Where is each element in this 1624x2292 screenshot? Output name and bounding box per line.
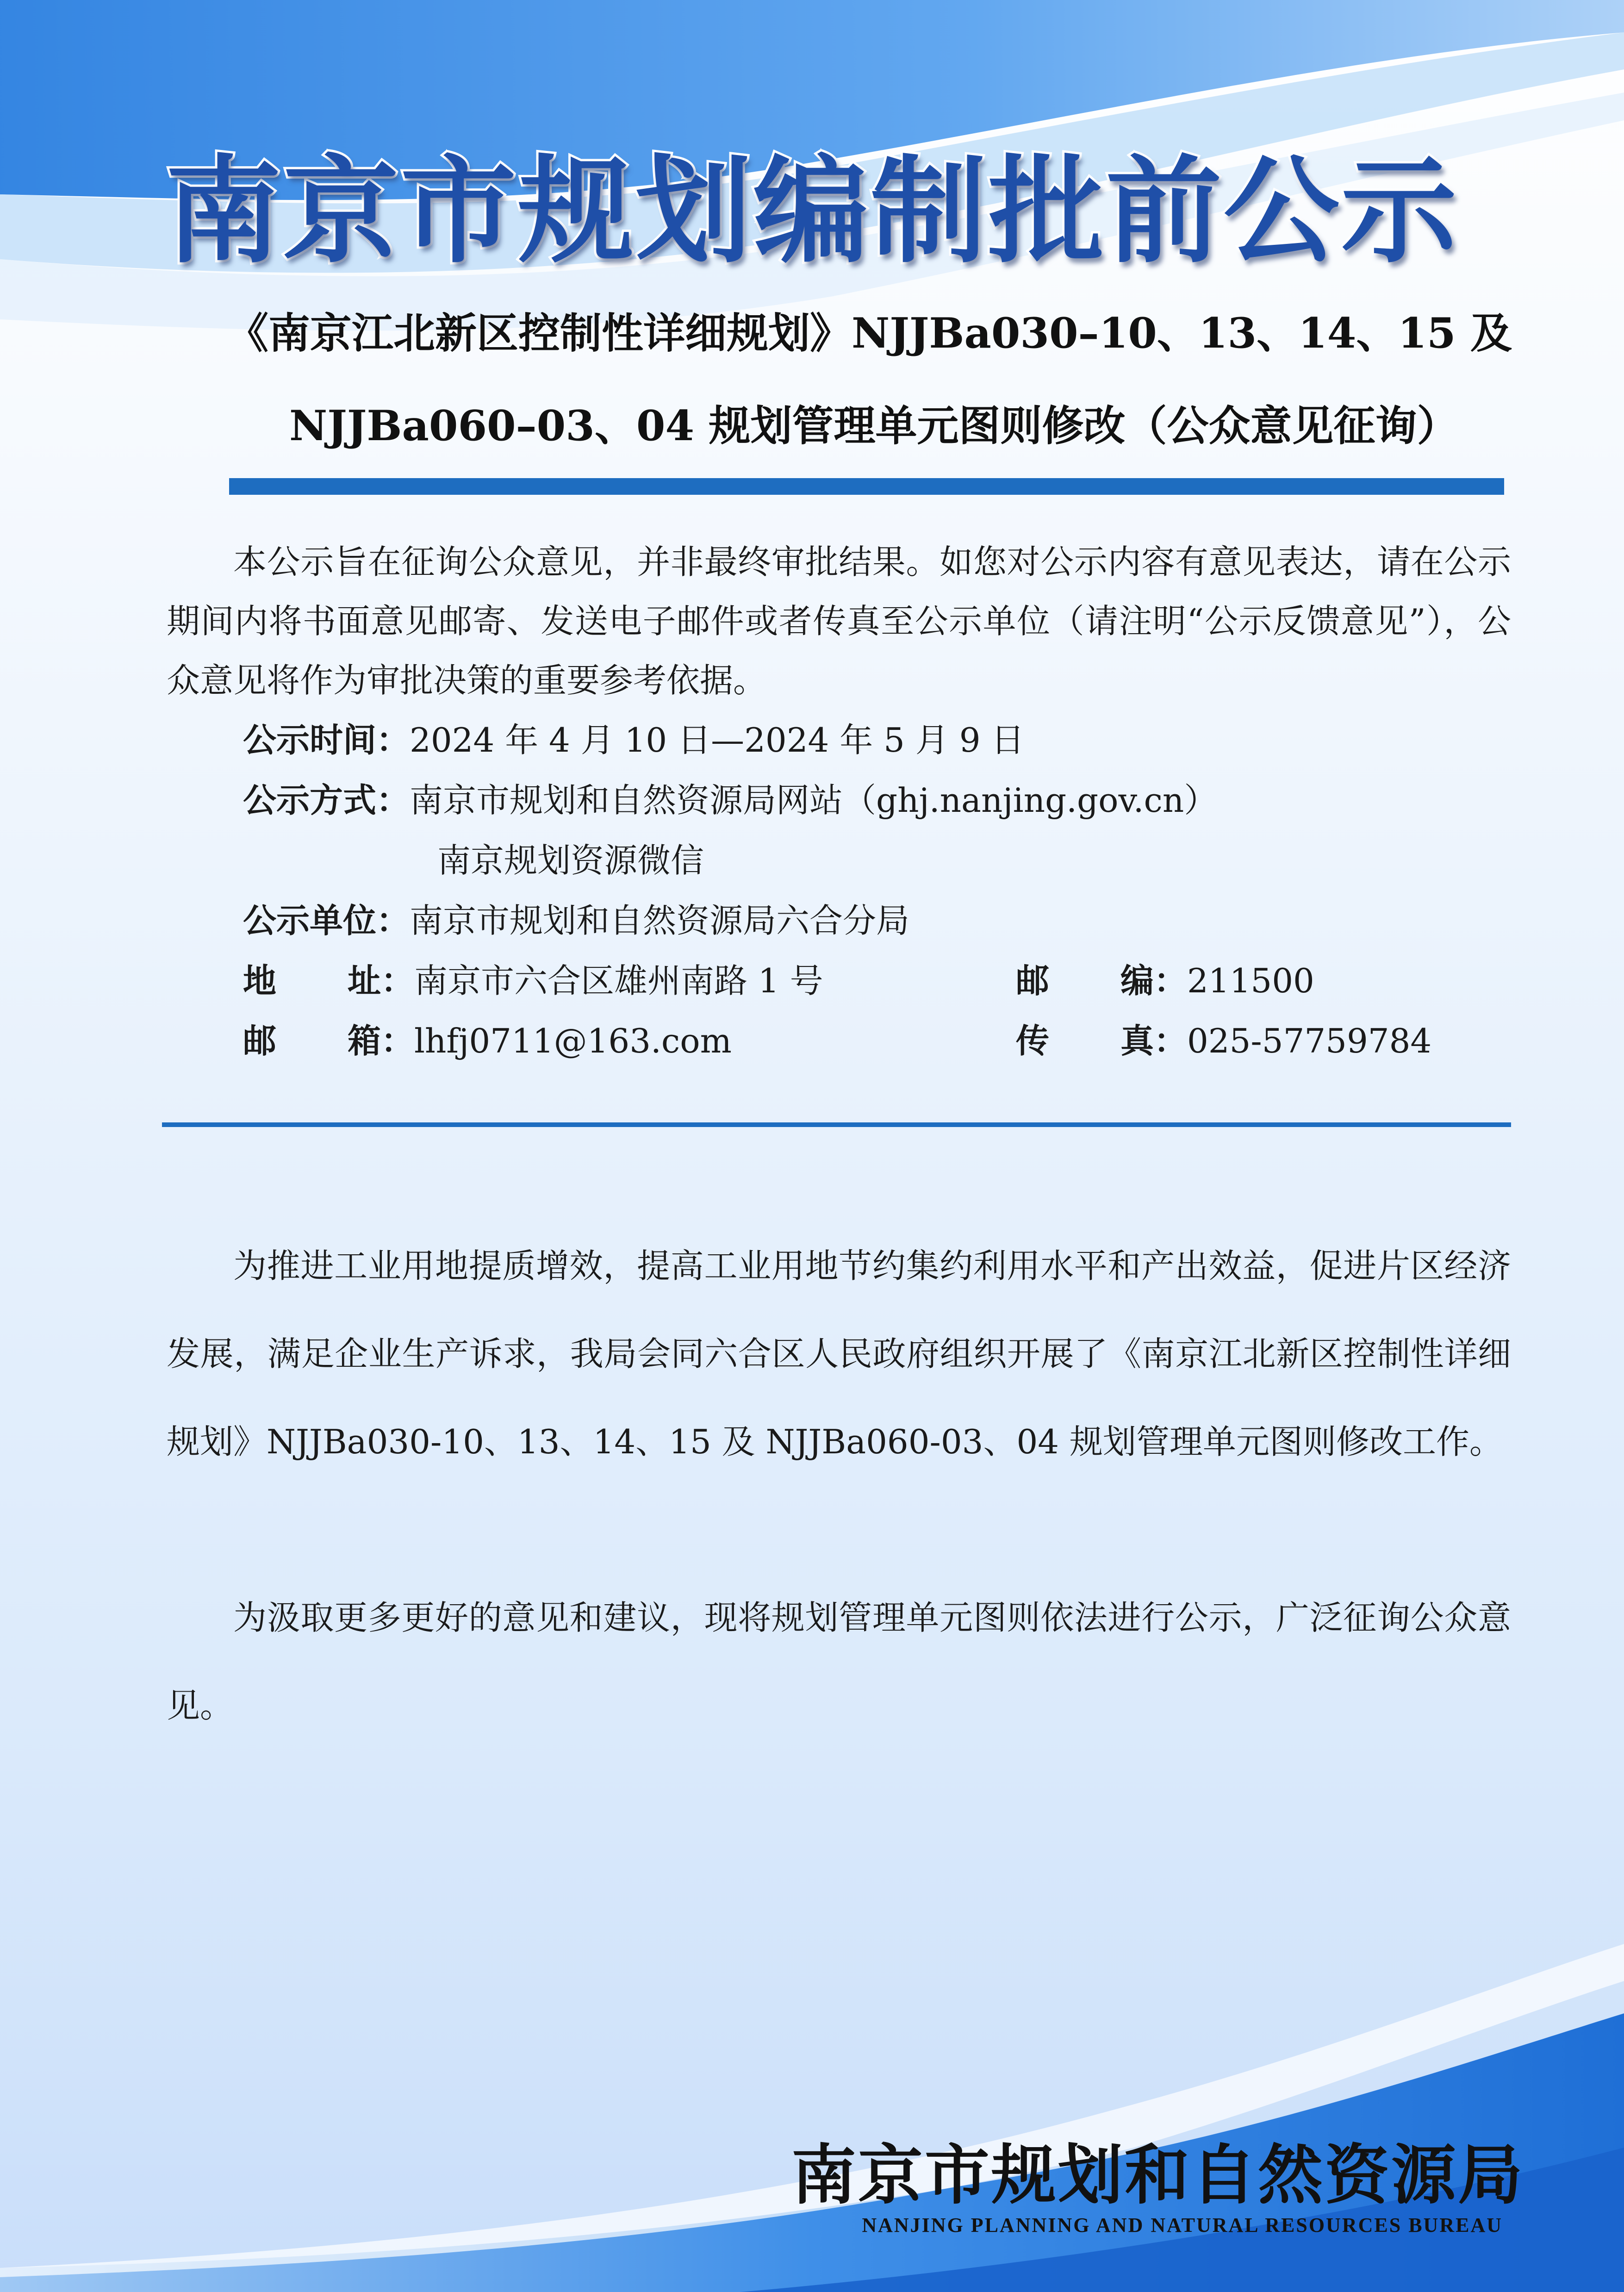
divider-top: [229, 478, 1504, 495]
footer-org-name-english: NANJING PLANNING AND NATURAL RESOURCES BUREAU: [862, 2214, 1503, 2236]
info-address-label: 地 址：: [243, 961, 414, 1000]
info-time-value: 2024 年 4 月 10 日—2024 年 5 月 9 日: [410, 721, 1025, 760]
intro-paragraph: 本公示旨在征询公众意见，并非最终审批结果。如您对公示内容有意见表达，请在公示期间内将书面意见邮寄、发送电子邮件或者传真至公示单位（请注明“公示反馈意见”），公众意见将作为审批决策的重要参考依据。: [167, 542, 1511, 700]
info-time-label: 公示时间：: [243, 720, 410, 760]
info-method-value-1: 南京市规划和自然资源局网站（ghj.nanjing.gov.cn）: [410, 781, 1218, 820]
page-title: 南京市规划编制批前公示: [165, 143, 1459, 279]
info-email: [243, 1011, 732, 1071]
info-address-value: 南京市六合区雄州南路 1 号: [414, 961, 823, 1000]
info-unit: [243, 891, 909, 950]
info-fax-label: 传 真：: [1016, 1021, 1187, 1060]
info-fax-value: 025-57759784: [1187, 1021, 1432, 1060]
info-unit-label: 公示单位：: [243, 901, 410, 940]
info-address: [243, 951, 823, 1010]
body-paragraph-2: 为汲取更多更好的意见和建议，现将规划管理单元图则依法进行公示，广泛征询公众意见。: [167, 1598, 1511, 1725]
info-fax: [1016, 1011, 1431, 1071]
info-method: [243, 771, 1217, 830]
info-postcode: [1016, 951, 1314, 1010]
subtitle-line-2: NJJBa060–03、04 规划管理单元图则修改（公众意见征询）: [289, 401, 1459, 450]
info-unit-value: 南京市规划和自然资源局六合分局: [410, 901, 910, 940]
info-method-value-2: 南京规划资源微信: [437, 841, 704, 880]
body-paragraph-1: 为推进工业用地提质增效，提高工业用地节约集约利用水平和产出效益，促进片区经济发展，满足企业生产诉求，我局会同六合区人民政府组织开展了《南京江北新区控制性详细规划》NJJBa030-10、13、14、15 及 NJJBa060-03、04 规划管理单元图则修改工作。: [167, 1246, 1511, 1461]
info-method-label: 公示方式：: [243, 780, 410, 820]
info-postcode-value: 211500: [1187, 961, 1314, 1000]
info-method-2: [437, 831, 704, 890]
subtitle-line-1: 《南京江北新区控制性详细规划》NJJBa030–10、13、14、15 及: [227, 309, 1512, 358]
info-email-value[interactable]: lhfj0711@163.com: [414, 1021, 732, 1060]
info-email-label: 邮 箱：: [243, 1021, 414, 1060]
divider-middle: [162, 1122, 1511, 1127]
info-postcode-label: 邮 编：: [1016, 961, 1187, 1000]
footer-org-name: 南京市规划和自然资源局: [791, 2137, 1524, 2213]
info-time: [243, 710, 1024, 770]
